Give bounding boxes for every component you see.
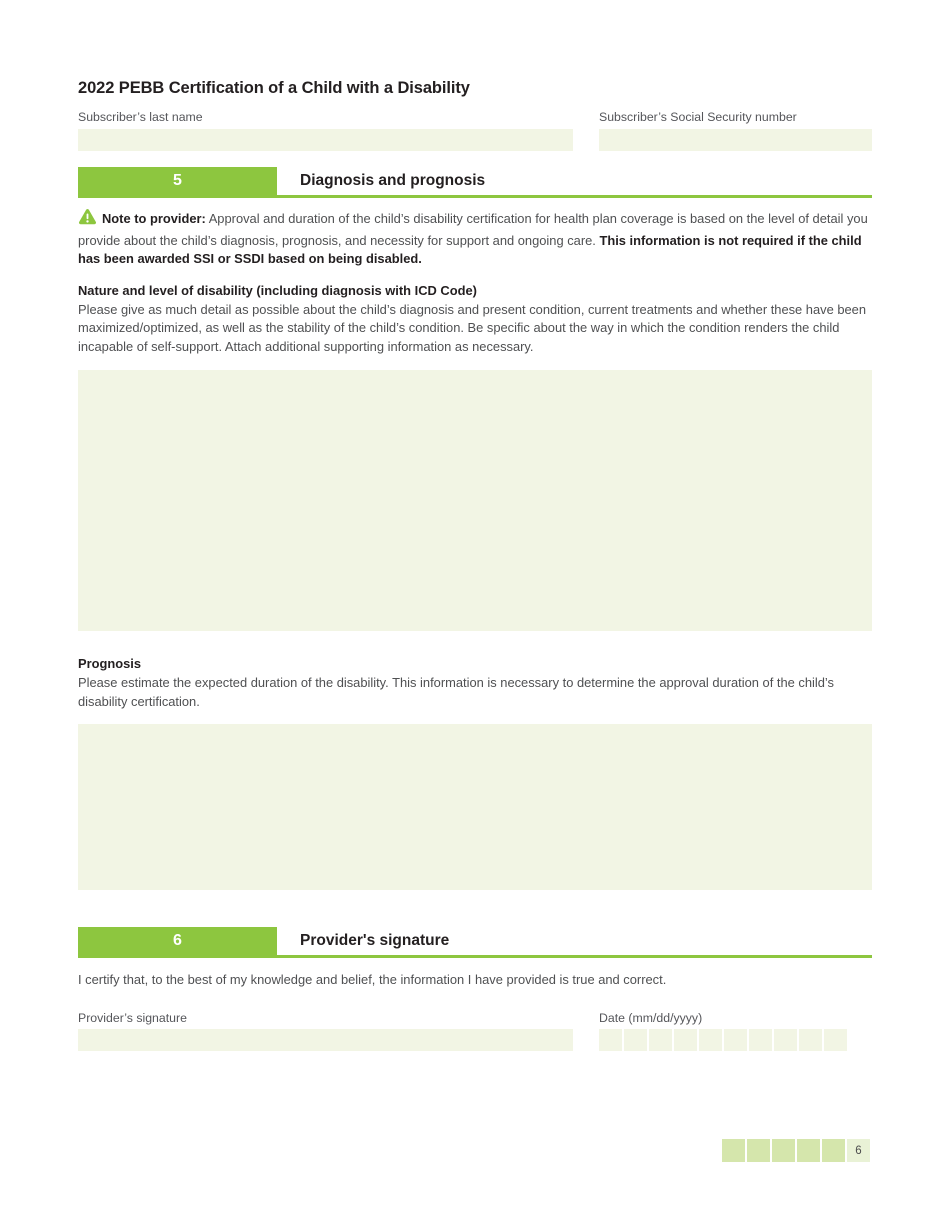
subscriber-last-name-label: Subscriber’s last name [78, 110, 203, 125]
note-label: Note to provider: [102, 211, 206, 227]
provider-signature-label: Provider’s signature [78, 1010, 187, 1025]
nature-description: Please give as much detail as possible about the child’s diagnosis and present condition, current treatments and whether these have been maximized/optimized, as well as the stability of the child’s condition. Be specific about the way in which the condition renders the child incapable of self-support. Attach additional supporting information as necessary. [78, 301, 867, 354]
page-title: 2022 PEBB Certification of a Child with a Disability [78, 79, 470, 97]
date-digit-cell[interactable] [624, 1029, 647, 1051]
signature-fields-row [78, 1029, 872, 1051]
footer-square [822, 1139, 845, 1162]
subscriber-ssn-label: Subscriber’s Social Security number [599, 110, 797, 125]
prognosis-description: Please estimate the expected duration of the disability. This information is necessary to determine the approval duration of the child’s disability certification. [78, 675, 834, 709]
subscriber-labels-row [78, 109, 872, 125]
date-digit-cell[interactable] [799, 1029, 822, 1051]
date-digit-cell[interactable] [674, 1029, 697, 1051]
date-digit-cell[interactable] [699, 1029, 722, 1051]
date-digit-cell[interactable] [749, 1029, 772, 1051]
prognosis-heading: Prognosis [78, 656, 142, 672]
note-to-provider [78, 208, 872, 269]
subscriber-fields-row [78, 129, 872, 151]
footer-square [747, 1139, 770, 1162]
date-digit-cell[interactable] [774, 1029, 797, 1051]
prognosis-textarea[interactable] [78, 724, 872, 890]
nature-of-disability-textarea[interactable] [78, 370, 872, 631]
certify-statement: I certify that, to the best of my knowledge and belief, the information I have provided is true and correct. [78, 971, 667, 987]
date-digit-cell[interactable] [724, 1029, 747, 1051]
footer-page-squares [722, 1139, 870, 1162]
footer-square [722, 1139, 745, 1162]
signature-labels-row [78, 1010, 872, 1026]
subscriber-ssn-input[interactable] [599, 129, 872, 151]
note-bold-text: This information is not required if the child has been awarded SSI or SSDI based on being disabled. [78, 232, 862, 267]
subscriber-last-name-input[interactable] [78, 129, 573, 151]
provider-signature-input[interactable] [78, 1029, 573, 1051]
nature-heading: Nature and level of disability (including diagnosis with ICD Code) [78, 282, 477, 298]
section-5-header [78, 167, 872, 198]
date-digit-cell[interactable] [599, 1029, 622, 1051]
note-text: Approval and duration of the child’s disability certification for health plan coverage is based on the level of detail you provide about the child’s diagnosis, prognosis, and necessity for support and ongoing care. [78, 211, 868, 248]
page-number-badge: 6 [847, 1139, 870, 1162]
footer-square [772, 1139, 795, 1162]
section-6-title: Provider's signature [300, 931, 450, 949]
section-5-title: Diagnosis and prognosis [300, 172, 486, 190]
warning-triangle-icon [78, 208, 97, 232]
date-digit-cell[interactable] [649, 1029, 672, 1051]
section-6-header [78, 927, 872, 958]
section-5-number-badge: 5 [78, 167, 277, 195]
section-6-number-badge: 6 [78, 927, 277, 955]
footer-square [797, 1139, 820, 1162]
date-digit-cell[interactable] [824, 1029, 847, 1051]
date-comb-field [599, 1029, 872, 1051]
date-label: Date (mm/dd/yyyy) [599, 1010, 703, 1025]
